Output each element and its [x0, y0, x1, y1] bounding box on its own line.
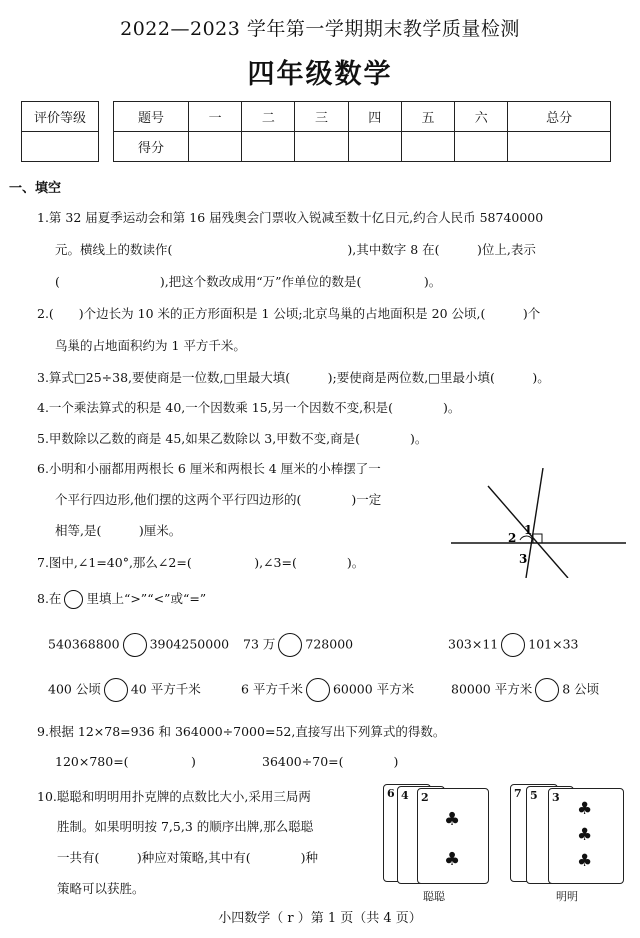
q10-line-1: 10.聪聪和明明用扑克牌的点数比大小,采用三局两: [37, 789, 311, 804]
card-rank: 4: [401, 789, 409, 802]
q8-item: [243, 633, 353, 657]
score-cell: [401, 132, 454, 162]
angle-figure: [448, 468, 628, 578]
compare-circle[interactable]: [123, 633, 147, 657]
exam-year-title: 2022—2023 学年第一学期期末教学质量检测: [120, 18, 520, 40]
q1-line-3: ( ),把这个数改成用“万”作单位的数是( )。: [55, 274, 442, 289]
score-cell: [508, 132, 611, 162]
q8-item: [241, 678, 414, 702]
q8-right: 60000 平方米: [332, 681, 415, 697]
card-owner-mingming: 明明: [556, 890, 578, 903]
score-cell: [455, 132, 508, 162]
q10-line-4: 策略可以获胜。: [57, 881, 145, 896]
card-rank: 5: [530, 789, 538, 802]
q1-line-1: 1.第 32 届夏季运动会和第 16 届残奥会门票收入锐减至数十亿日元,约合人民币 58740000: [37, 210, 544, 225]
card-group-mingming: [510, 784, 628, 903]
q8-right: 728000: [305, 636, 354, 652]
q8-item: [48, 633, 229, 657]
card-rank: 3: [552, 791, 560, 804]
q6-line-1: 6.小明和小丽都用两根长 6 厘米和两根长 4 厘米的小棒摆了一: [37, 461, 381, 476]
compare-circle[interactable]: [501, 633, 525, 657]
grade-box: [21, 101, 99, 162]
q8-item: [48, 678, 201, 702]
angle-label-3: 3: [519, 552, 528, 566]
card-owner-congcong: 聪聪: [423, 890, 445, 903]
q8-item: [448, 633, 579, 657]
club-icon: ♣: [444, 849, 461, 870]
score-col-6: 六: [455, 102, 508, 132]
angle-label-1: 1: [524, 523, 533, 537]
club-icon: ♣: [577, 851, 593, 871]
card-rank: 2: [421, 791, 429, 804]
q8-intro: [37, 589, 206, 609]
q8-left: 73 万: [243, 636, 276, 652]
q8-intro-a: 8.在: [37, 591, 62, 606]
q8-right: 101×33: [528, 636, 579, 652]
score-table: [113, 101, 611, 162]
club-icon: ♣: [577, 825, 593, 845]
q10-line-3: 一共有( )种应对策略,其中有( )种: [57, 850, 318, 865]
q2-line-2: 鸟巢的占地面积约为 1 平方千米。: [55, 338, 246, 353]
club-icon: ♣: [577, 799, 593, 819]
score-col-total: 总分: [508, 102, 611, 132]
score-row-label: 得分: [114, 132, 189, 162]
score-cell: [189, 132, 242, 162]
score-col-2: 二: [242, 102, 295, 132]
q8-left: 400 公顷: [48, 681, 101, 697]
score-cell: [295, 132, 348, 162]
q2-line-1: 2.( )个边长为 10 米的正方形面积是 1 公顷;北京鸟巢的占地面积是 20 公顷,( )个: [37, 306, 541, 321]
q8-left: 6 平方千米: [241, 681, 303, 697]
q8-right: 3904250000: [149, 636, 230, 652]
q8-left: 540368800: [48, 636, 120, 652]
q9-answer-b: 36400÷70=( ): [262, 754, 399, 769]
q1-line-2: 元。横线上的数读作( ),其中数字 8 在( )位上,表示: [55, 242, 536, 257]
section-title: 一、填空: [9, 181, 62, 196]
q6-line-2: 个平行四边形,他们摆的这两个平行四边形的( )一定: [55, 492, 382, 507]
q7: 7.图中,∠1=40°,那么∠2=( ),∠3=( )。: [37, 555, 365, 570]
q9-answer-a: 120×780=( ): [55, 754, 196, 769]
compare-circle-sample: [64, 590, 83, 609]
score-cell: [348, 132, 401, 162]
q3: 3.算式□25÷38,要使商是一位数,□里最大填( );要使商是两位数,□里最小填( )。: [37, 370, 550, 385]
q6-line-3: 相等,是( )厘米。: [55, 523, 182, 538]
score-value-row: [114, 132, 611, 162]
q8-intro-b: 里填上“>”“<”或“=”: [86, 591, 207, 606]
q10-line-2: 胜制。如果明明按 7,5,3 的顺序出牌,那么聪聪: [57, 819, 314, 834]
score-col-4: 四: [348, 102, 401, 132]
q8-left: 303×11: [448, 636, 499, 652]
q5: 5.甲数除以乙数的商是 45,如果乙数除以 3,甲数不变,商是( )。: [37, 431, 428, 446]
score-col-3: 三: [295, 102, 348, 132]
grade-cell: [22, 132, 99, 162]
q8-left: 80000 平方米: [451, 681, 533, 697]
angle-label-2: 2: [508, 531, 517, 545]
subject-title: 四年级数学: [247, 59, 393, 90]
compare-circle[interactable]: [278, 633, 302, 657]
compare-circle[interactable]: [306, 678, 330, 702]
card-rank: 6: [387, 787, 395, 800]
q9-line-1: 9.根据 12×78=936 和 364000÷7000=52,直接写出下列算式的得数。: [37, 724, 446, 739]
q8-right: 40 平方千米: [130, 681, 201, 697]
q4: 4.一个乘法算式的积是 40,一个因数乘 15,另一个因数不变,积是( )。: [37, 400, 461, 415]
card-rank: 7: [514, 787, 522, 800]
card-group-congcong: [383, 784, 495, 903]
playing-card: [548, 788, 624, 884]
compare-circle[interactable]: [535, 678, 559, 702]
playing-card: [417, 788, 489, 884]
score-col-label: 题号: [114, 102, 189, 132]
club-icon: ♣: [444, 809, 461, 830]
compare-circle[interactable]: [104, 678, 128, 702]
q8-right: 8 公顷: [562, 681, 600, 697]
q8-item: [451, 678, 599, 702]
score-header-row: [114, 102, 611, 132]
score-col-1: 一: [189, 102, 242, 132]
score-col-5: 五: [401, 102, 454, 132]
score-cell: [242, 132, 295, 162]
grade-label: 评价等级: [22, 102, 99, 132]
page-footer: 小四数学（ r ）第 1 页（共 4 页）: [218, 911, 422, 926]
